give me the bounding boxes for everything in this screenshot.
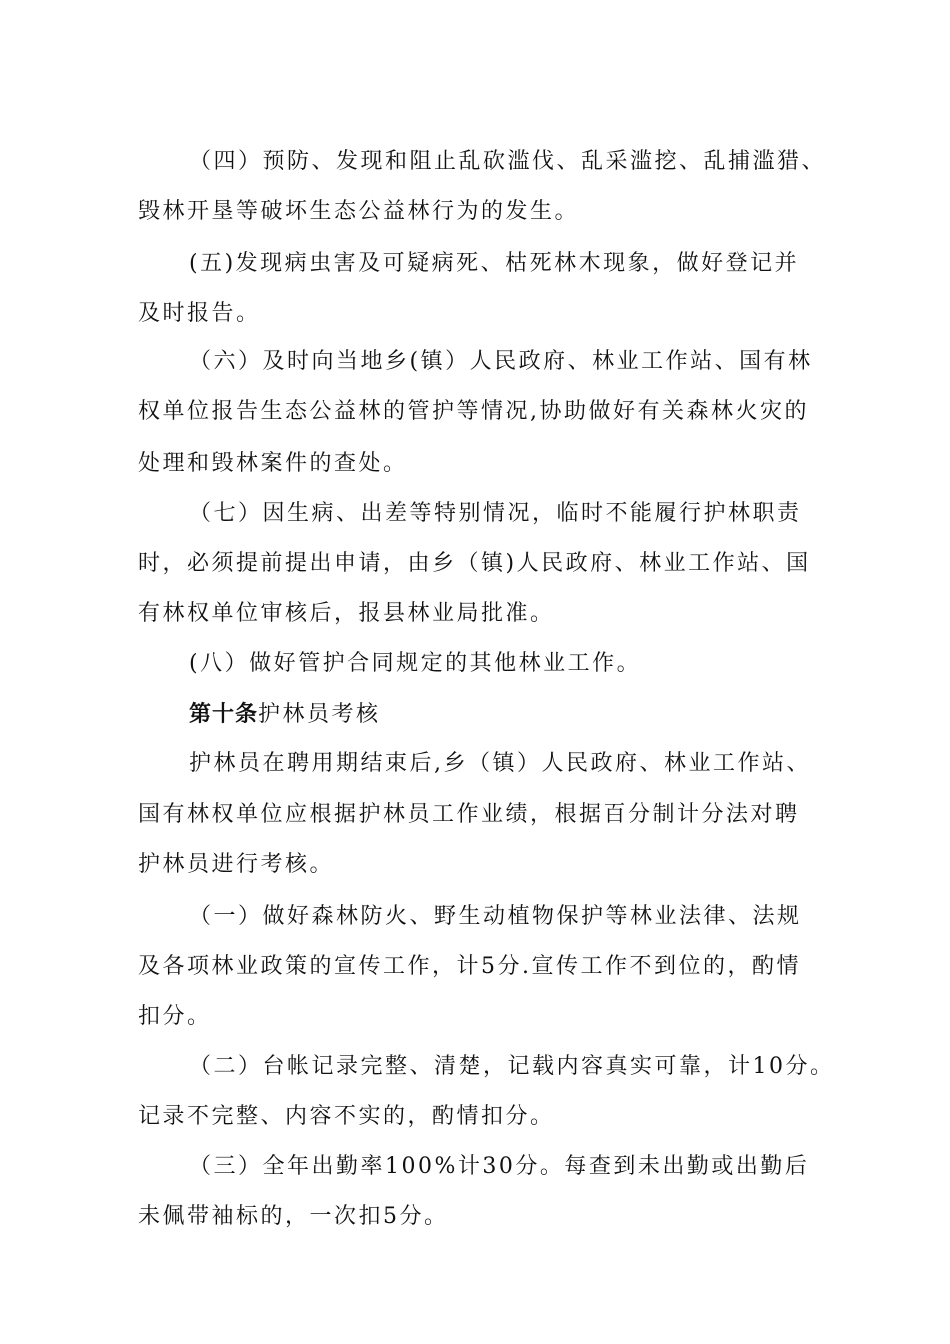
- article-number: 第十条: [189, 702, 259, 727]
- text-line: 国有林权单位应根据护林员工作业绩，根据百分制计分法对聘: [138, 802, 800, 827]
- text-line: 权单位报告生态公益林的管护等情况,协助做好有关森林火灾的: [138, 399, 809, 424]
- text-line: 及时报告。: [138, 301, 261, 326]
- text-line: （一）做好森林防火、野生动植物保护等林业法律、法规: [189, 904, 802, 929]
- text-line: 护林员进行考核。: [138, 852, 335, 877]
- text-line: 扣分。: [138, 1004, 212, 1029]
- text-line: 有林权单位审核后，报县林业局批准。: [138, 601, 555, 626]
- text-line: (五)发现病虫害及可疑病死、枯死林木现象，做好登记并: [189, 251, 800, 276]
- text-line: （七）因生病、出差等特别情况，临时不能履行护林职责: [189, 501, 802, 526]
- text-line: （二）台帐记录完整、清楚，记载内容真实可靠，计10分。: [189, 1054, 835, 1079]
- text-line: （三）全年出勤率100%计30分。每查到未出勤或出勤后: [189, 1154, 810, 1179]
- text-line: （六）及时向当地乡(镇）人民政府、林业工作站、国有林: [189, 349, 813, 374]
- text-line: 处理和毁林案件的查处。: [138, 451, 408, 476]
- text-line: 及各项林业政策的宣传工作，计5分.宣传工作不到位的，酌情: [138, 954, 801, 979]
- text-line: 毁林开垦等破坏生态公益林行为的发生。: [138, 199, 580, 224]
- article-title: 护林员考核: [258, 702, 381, 727]
- text-line: 未佩带袖标的，一次扣5分。: [138, 1204, 449, 1229]
- text-line: （四）预防、发现和阻止乱砍滥伐、乱采滥挖、乱捕滥猎、: [189, 149, 827, 174]
- text-line: (八）做好管护合同规定的其他林业工作。: [189, 651, 642, 676]
- text-line: 时，必须提前提出申请，由乡（镇)人民政府、林业工作站、国: [138, 551, 811, 576]
- text-line: 护林员在聘用期结束后,乡（镇）人民政府、林业工作站、: [189, 751, 811, 776]
- article-heading: [189, 700, 381, 730]
- text-line: 记录不完整、内容不实的，酌情扣分。: [138, 1104, 555, 1129]
